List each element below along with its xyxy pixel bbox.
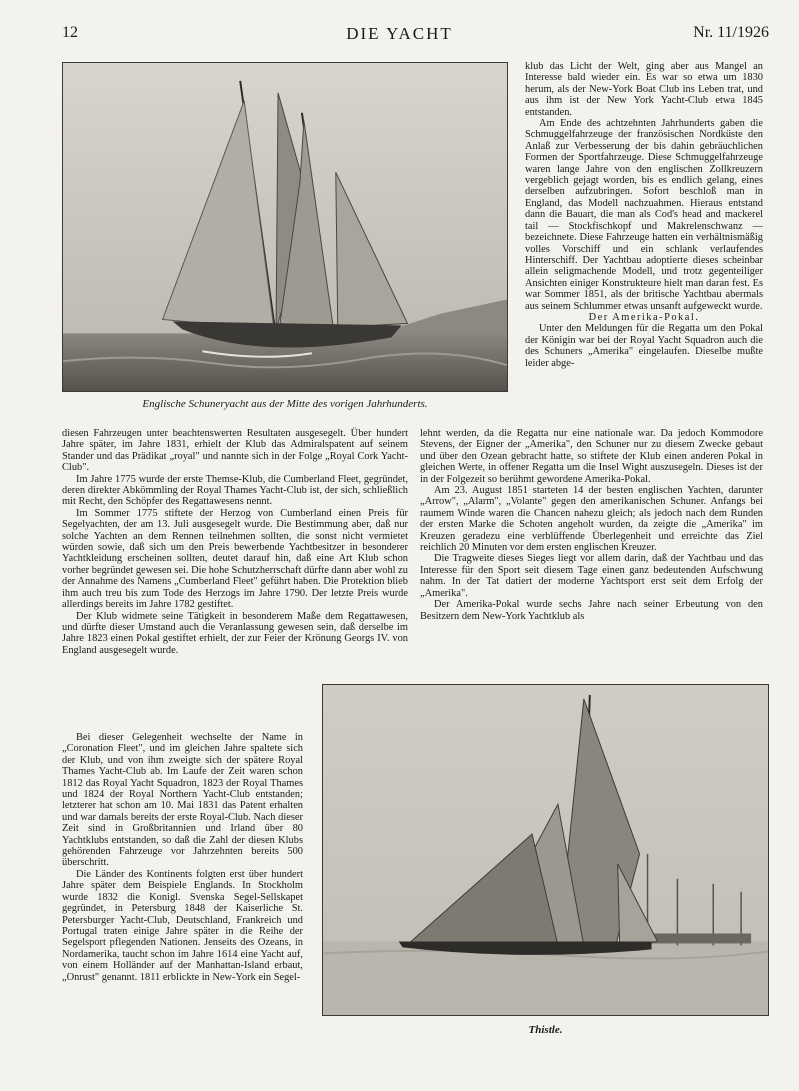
schooner-caption: Englische Schuneryacht aus der Mitte des vorigen Jahrhunderts. — [142, 398, 428, 410]
paragraph: Der Amerika-Pokal wurde sechs Jahre nach seiner Erbeutung von den Besitzern dem New-York Yachtklub als — [420, 599, 763, 622]
sailing-cutter-photo-icon — [323, 685, 768, 1015]
paragraph: Die Tragweite dieses Sieges liegt vor allem darin, daß der Yachtbau und das Interesse für den Sport seit diesem Tage einen ganz bedeutenden Aufschwung nahm. In der Tat datiert der moderne Yachtsport erst seit dem Erfolg der „Amerika". — [420, 553, 763, 599]
journal-title: DIE YACHT — [346, 24, 453, 43]
paragraph: Bei dieser Gelegenheit wechselte der Name in „Coronation Fleet", und im gleichen Jahre spaltete sich der Klub, und von ihm zweigte sich der spätere Royal Thames Yacht-Club ab. Im Laufe der Zeit waren schon 1812 das Royal Yacht Squadron, 1823 der Royal Thames und 1824 der Royal Northern Yacht-Club entstanden; letzterer hat schon am 10. Mai 1831 das Patent erhalten und war damals bereits der erste Royal-Club. Nach dieser Zeit sind in Großbritannien und Irland über 80 Yachtklubs entstanden, so daß die Zahl der diesen Klubs gehörenden Fahrzeuge vor Jahrzehnten bereits 500 überschritt. — [62, 732, 303, 869]
paragraph: Die Länder des Kontinents folgten erst über hundert Jahre später dem Beispiele Englands. In Stockholm wurde 1832 die Konigl. Svenska Segel-Sellskapet gegründet, in Petersburg 1848 der Kaiserliche St. Petersburger Yacht-Club, Deutschland, Frankreich und Portugal traten einige Jahre später in die Reihe der Segelsport pflegenden Nationen. Jenseits des Ozeans, in Nordamerika, taucht schon im Jahre 1614 eine Yacht auf, von einem Holländer auf der Manhattan-Island erbaut, „Onrust" genannt. 1811 erblickte in New-York ein Segel- — [62, 868, 303, 983]
paragraph: Im Jahre 1775 wurde der erste Themse-Klub, die Cumberland Fleet, gegründet, deren direkter Abkömmling der Royal Thames Yacht-Club ist, der sich, schließlich mit Recht, den Schöpfer des Regattawesens nennt. — [62, 473, 408, 508]
right-column-top — [525, 61, 763, 369]
left-column-bottom — [62, 732, 303, 983]
thistle-caption: Thistle. — [528, 1024, 563, 1036]
paragraph: Der Klub widmete seine Tätigkeit in besonderem Maße dem Regattawesen, und dürfte dieser Umstand auch die Veranlassung gewesen sein, daß derselbe im Jahre 1823 einen Pokal gestiftet erhielt, der zur Feier der Krönung Georgs IV. von England ausgesegelt wurde. — [62, 610, 408, 656]
paragraph: Am 23. August 1851 starteten 14 der besten englischen Yachten, darunter „Arrow", „Alarm", „Volante" gegen den amerikanischen Schuner. Anfangs bei raumem Winde waren die Chancen nahezu gleich; als jedoch nach dem Runden der ersten Marke die Schoten angeholt wurden, da zeigte die „Amerika" im Kreuzen geradezu eine verblüffende Überlegenheit und erreichte das Ziel reichlich 20 Minuten vor dem ersten englischen Kreuzer. — [420, 485, 763, 554]
paragraph: Unter den Meldungen für die Regatta um den Pokal der Königin war bei der Royal Yacht Squadron auch die des Schuners „Amerika" eingelaufen. Dieselbe mußte leider abge- — [525, 323, 763, 369]
left-column-middle — [62, 428, 408, 656]
schooner-photo — [62, 62, 508, 392]
thistle-photo — [322, 684, 769, 1016]
paragraph: Im Sommer 1775 stiftete der Herzog von Cumberland einen Preis für Segelyachten, der am 13. Juli ausgesegelt wurde. Die Bestimmung aber, daß nur solche Yachten an dem Rennen teilnehmen sollten, die sonst nicht vermietet würden sowie, daß sich um den Preis bewerbende Yachtbesitzer in besonderer Yachtkleidung erscheinen sollten, deutet darauf hin, daß eine Art Klub schon vorher begründet gewesen sei. Die hohe Schutzherrschaft dürfte dann aber wohl zu der Annahme des Namens „Cumberland Fleet" geführt haben. Die Protektion blieb ihm auch treu bis zum Tode des Herzogs im Jahre 1790. Der letzte Preis wurde allerdings bereits im Jahre 1782 gestiftet. — [62, 507, 408, 611]
sailing-schooner-photo-icon — [63, 63, 507, 391]
issue-number: Nr. 11/1926 — [693, 24, 769, 41]
paragraph: klub das Licht der Welt, ging aber aus Mangel an Interesse bald wieder ein. Es war so etwa um 1830 herum, als der New-York Boat Club ins Leben trat, und aus ihm ist der New York Yacht-Club etwa 1845 entstanden. — [525, 61, 763, 118]
paragraph: diesen Fahrzeugen unter beachtenswerten Resultaten ausgesegelt. Über hundert Jahre später, im Jahre 1831, erhielt der Klub das Admiralspatent auf seinem Stander und das Prädikat „royal" und nannte sich in der Folge „Royal Cork Yacht-Club". — [62, 428, 408, 474]
section-heading: Der Amerika-Pokal. — [588, 311, 700, 323]
paragraph: lehnt werden, da die Regatta nur eine nationale war. Da jedoch Kommodore Stevens, der Eigner der „Amerika", den Schuner nur zu diesem Zwecke gebaut und über den Ozean gebracht hatte, so stiftete der Klub einen anderen Pokal in gleichen Werte, in offener Regatta um die Insel Wight auszusegeln. Dieses ist der in der Folgezeit so berühmt gewordene Amerika-Pokal. — [420, 428, 763, 485]
right-column-middle — [420, 428, 763, 622]
page-number: 12 — [62, 24, 78, 41]
paragraph: Am Ende des achtzehnten Jahrhunderts gaben die Schmuggelfahrzeuge der französischen Nordküste den Anlaß zur Verbesserung der bis dahin gebräuchlichen Formen der Sportfahrzeuge. Diese Schmuggelfahrzeuge waren lange Jahre von den englischen Zollkreuzern vergeblich gejagt worden, bis es endlich gelang, eines derselben aufzubringen. Sofort beschloß man in England, das Modell nachzuahmen. Hieraus entstand dann die Bauart, die man als Cod's head and mackerel tail — Stockfischkopf und Makrelenschwanz — bezeichnete. Diese Fahrzeuge hatten ein verhältnismäßig volles Vorschiff und ein schlank verlaufendes Hinterschiff. Der Yachtbau adoptierte dieses scheinbar allein seligmachende Modell, und trotz gegenteiliger Ansichten einiger Konstrukteure hielt man daran fest. Es war Sommer 1851, als der britische Yachtbau abermals aus seinem Schlummer etwas unsanft aufgeweckt wurde. — [525, 118, 763, 312]
